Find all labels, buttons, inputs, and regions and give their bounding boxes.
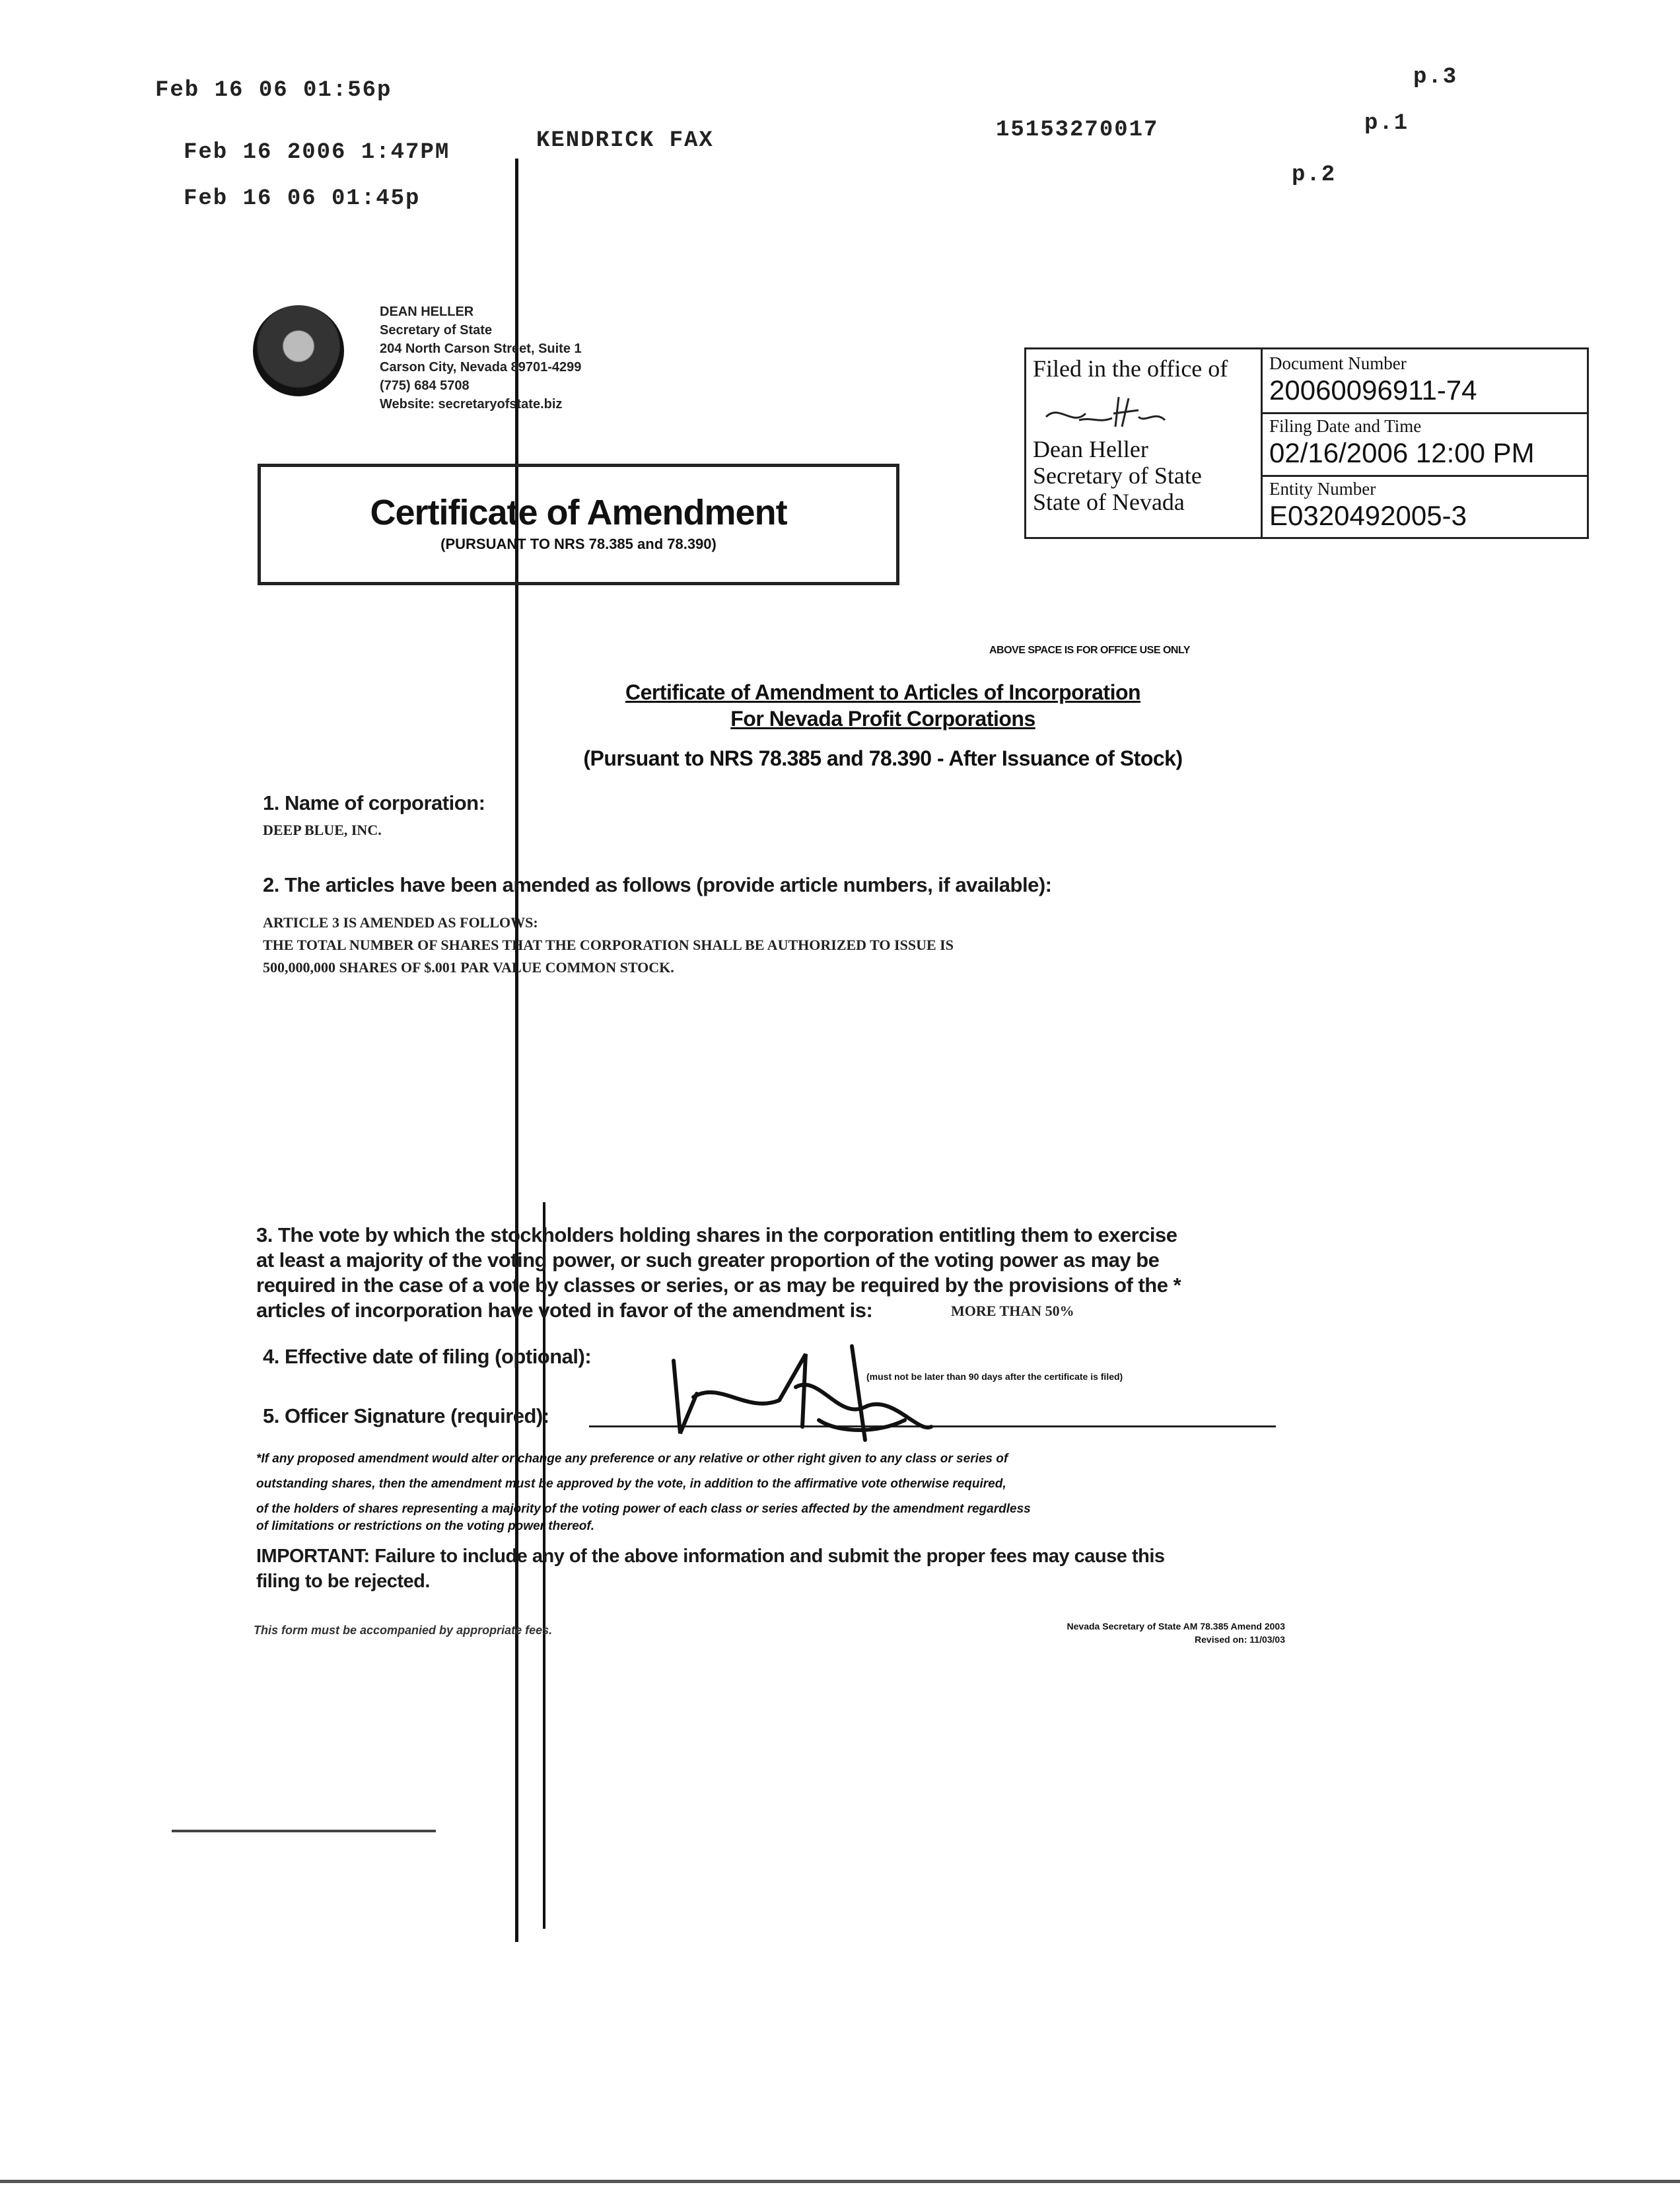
- form-subheading: For Nevada Profit Corporations: [730, 707, 1035, 731]
- filing-date-label: Filing Date and Time: [1269, 416, 1422, 436]
- certificate-title: Certificate of Amendment: [370, 493, 787, 532]
- header-city: Carson City, Nevada 89701-4299: [380, 360, 582, 375]
- fax-page-p2: p.2: [1292, 162, 1337, 188]
- footnote-line-3: of the holders of shares representing a majority of the voting power of each class or series affected by the amendment regardless: [256, 1502, 1031, 1516]
- filing-stamp-box: [1024, 347, 1589, 539]
- important-line-2: filing to be rejected.: [256, 1571, 430, 1592]
- filed-in-label: Filed in the office of: [1033, 355, 1228, 382]
- entity-number-label: Entity Number: [1269, 479, 1376, 499]
- office-use-note: ABOVE SPACE IS FOR OFFICE USE ONLY: [989, 645, 1190, 656]
- filed-signer: Dean Heller: [1033, 436, 1148, 462]
- amendment-line-3: 500,000,000 SHARES OF $.001 PAR VALUE COMMON STOCK.: [263, 959, 674, 976]
- footer-fees-note: This form must be accompanied by appropriate fees.: [254, 1624, 553, 1637]
- document-number-cell: [1263, 349, 1589, 414]
- item4-note: (must not be later than 90 days after the certificate is filed): [866, 1371, 1123, 1382]
- important-line-1: IMPORTANT: Failure to include any of the above information and submit the proper fees may cause this: [256, 1546, 1165, 1567]
- certificate-title-box: [258, 464, 899, 585]
- footer-revised: Revised on: 11/03/03: [1195, 1634, 1285, 1645]
- header-address: 204 North Carson Street, Suite 1: [380, 341, 582, 356]
- amendment-line-2: THE TOTAL NUMBER OF SHARES THAT THE CORPORATION SHALL BE AUTHORIZED TO ISSUE IS: [263, 937, 954, 953]
- filed-state: State of Nevada: [1033, 489, 1185, 515]
- fax-page-p1: p.1: [1364, 111, 1409, 136]
- item3-line-2: at least a majority of the voting power, or such greater proportion of the voting power as may be: [256, 1248, 1160, 1272]
- footnote-line-4: of limitations or restrictions on the voting power thereof.: [256, 1519, 594, 1533]
- form-pursuant: (Pursuant to NRS 78.385 and 78.390 - After Issuance of Stock): [583, 746, 1183, 770]
- nevada-seal-icon: [253, 305, 344, 396]
- officer-signature-icon: [667, 1341, 944, 1447]
- header-website: Website: secretaryofstate.biz: [380, 397, 563, 412]
- vote-result: MORE THAN 50%: [951, 1303, 1074, 1319]
- header-phone: (775) 684 5708: [380, 378, 470, 393]
- fax-header-top: Feb 16 06 01:56p: [155, 78, 392, 103]
- item3-line-4: articles of incorporation have voted in favor of the amendment is:: [256, 1299, 873, 1322]
- header-name: DEAN HELLER: [380, 305, 474, 319]
- entity-number-cell: [1263, 475, 1589, 538]
- header-title: Secretary of State: [380, 323, 493, 338]
- filing-date-cell: [1263, 412, 1589, 477]
- fax-artifact-line: [515, 159, 518, 1942]
- filed-office-cell: [1026, 349, 1263, 537]
- item3-line-1: 3. The vote by which the stockholders holding shares in the corporation entitling them to exercise: [256, 1223, 1177, 1246]
- item5-label: 5. Officer Signature (required):: [263, 1404, 549, 1427]
- fax-phone-number: 15153270017: [996, 118, 1159, 143]
- certificate-subtitle: (PURSUANT TO NRS 78.385 and 78.390): [440, 536, 717, 552]
- item2-label: 2. The articles have been amended as follows (provide article numbers, if available):: [263, 873, 1052, 896]
- footnote-line-2: outstanding shares, then the amendment must be approved by the vote, in addition to the affirmative vote otherwise required,: [256, 1477, 1006, 1491]
- amendment-line-1: ARTICLE 3 IS AMENDED AS FOLLOWS:: [263, 914, 538, 931]
- fax-header-line2-date: Feb 16 06 01:45p: [184, 186, 421, 211]
- item3-line-3: required in the case of a vote by classes or series, or as may be required by the provisions of the *: [256, 1274, 1181, 1297]
- item4-label: 4. Effective date of filing (optional):: [263, 1345, 592, 1368]
- fax-page-p3: p.3: [1413, 65, 1458, 90]
- form-heading: Certificate of Amendment to Articles of Incorporation: [625, 680, 1141, 704]
- footnote-line-1: *If any proposed amendment would alter or change any preference or any relative or other right given to any class or series of: [256, 1452, 1008, 1466]
- secretary-signature-icon: [1039, 390, 1172, 437]
- document-number-label: Document Number: [1269, 353, 1407, 373]
- corporation-name: DEEP BLUE, INC.: [263, 822, 382, 838]
- document-number-value: 20060096911-74: [1269, 375, 1477, 406]
- entity-number-value: E0320492005-3: [1269, 500, 1467, 531]
- fax-noise-line: [172, 1830, 436, 1832]
- fax-sender: KENDRICK FAX: [536, 128, 714, 153]
- filed-office: Secretary of State: [1033, 462, 1202, 489]
- fax-header-line1-date: Feb 16 2006 1:47PM: [184, 140, 450, 165]
- footer-form-id: Nevada Secretary of State AM 78.385 Amend 2003: [1067, 1621, 1285, 1632]
- page-bottom-edge: [0, 2180, 1680, 2183]
- filing-date-value: 02/16/2006 12:00 PM: [1269, 437, 1535, 468]
- item1-label: 1. Name of corporation:: [263, 791, 485, 814]
